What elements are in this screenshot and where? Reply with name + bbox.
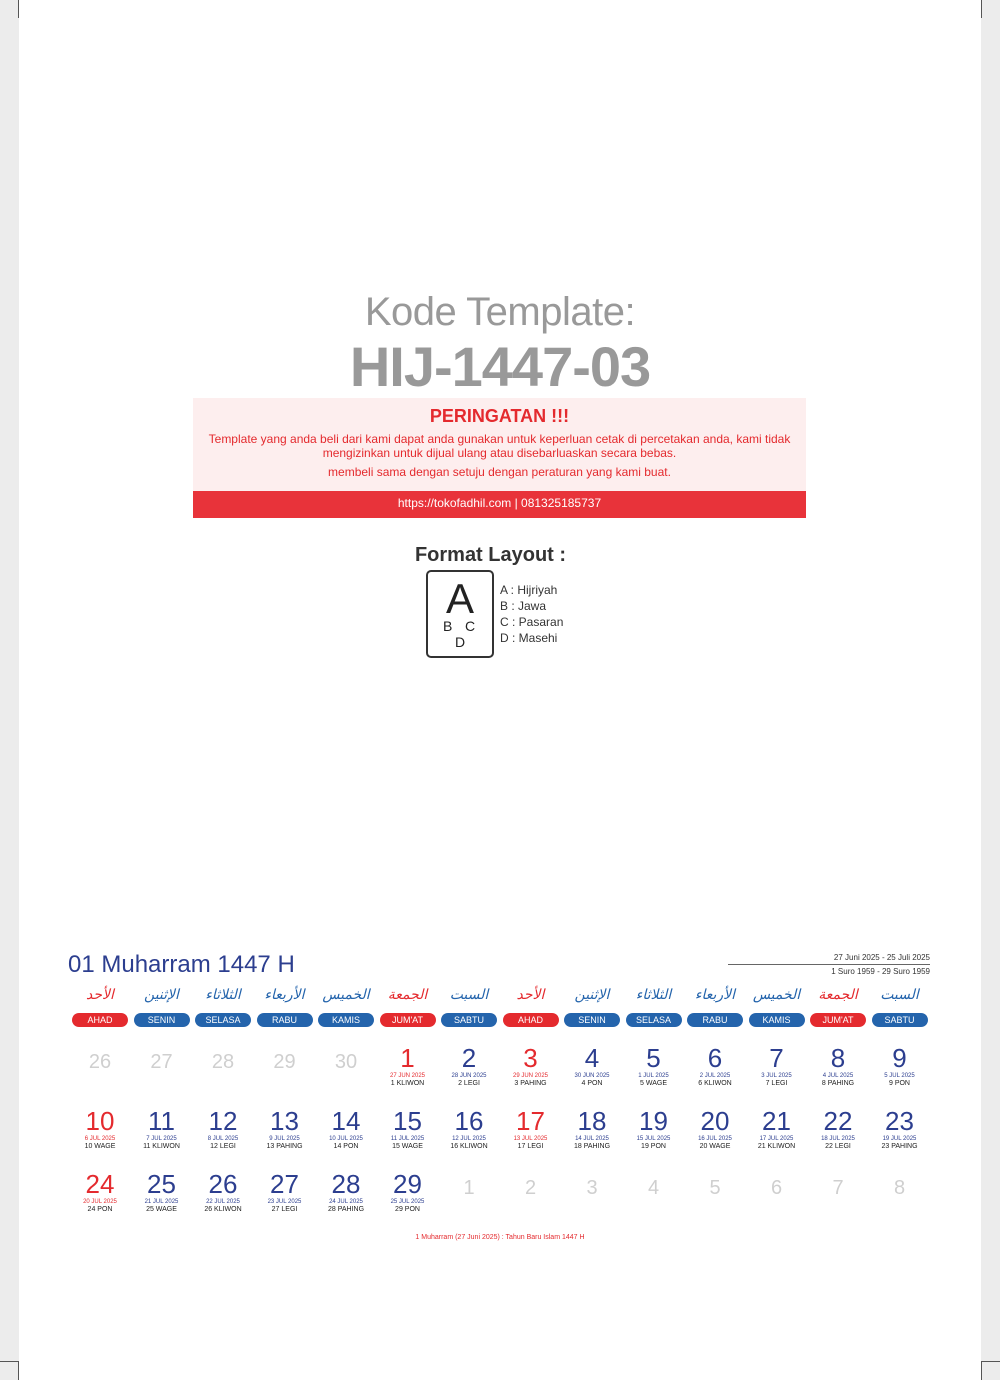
hijri-day-number: 11 — [148, 1106, 175, 1136]
hijri-day-number: 10 — [85, 1106, 115, 1136]
javanese-pasaran: 13 PAHING — [266, 1143, 303, 1150]
gregorian-date: 4 JUL 2025 — [822, 1073, 854, 1079]
arabic-day-name: الخميس — [752, 987, 801, 1003]
calendar-footnote: 1 Muharram (27 Juni 2025) : Tahun Baru Islam 1447 H — [415, 1234, 585, 1241]
template-label: Kode Template: — [364, 290, 636, 334]
hijri-day-number: 8 — [893, 1177, 906, 1199]
javanese-pasaran: 3 PAHING — [514, 1080, 547, 1087]
hijri-day-number: 17 — [516, 1106, 545, 1136]
calendar-day-cell — [438, 1044, 500, 1088]
javanese-pasaran: 6 KLIWON — [698, 1080, 732, 1087]
calendar-day-cell — [315, 1107, 377, 1151]
calendar-day-cell — [131, 1107, 193, 1151]
gregorian-range: 27 Juni 2025 - 25 Juli 2025 — [833, 953, 930, 962]
crop-mark-top-right — [981, 0, 1000, 18]
legend-item: B : Jawa — [500, 599, 547, 613]
calendar-day-cell — [869, 1107, 931, 1151]
warning-title: PERINGATAN !!! — [429, 406, 570, 426]
day-header-pill: SENIN — [564, 1013, 620, 1027]
gregorian-date: 10 JUL 2025 — [329, 1136, 363, 1142]
javanese-pasaran: 18 PAHING — [573, 1143, 611, 1150]
calendar-day-cell — [684, 1044, 746, 1088]
day-header-pill: SELASA — [626, 1013, 682, 1027]
gregorian-date: 14 JUL 2025 — [575, 1136, 609, 1142]
arabic-day-name: السبت — [880, 987, 919, 1003]
arabic-day-name: الإثنين — [574, 987, 610, 1003]
arabic-day-name: الأربعاء — [264, 987, 305, 1003]
javanese-pasaran: 2 LEGI — [458, 1080, 480, 1087]
hijri-day-number: 19 — [639, 1106, 668, 1136]
calendar-day-cell — [807, 1174, 869, 1202]
gregorian-date: 7 JUL 2025 — [146, 1136, 177, 1142]
hijri-day-number: 13 — [270, 1106, 299, 1136]
javanese-pasaran: 1 KLIWON — [390, 1080, 425, 1087]
gregorian-date: 17 JUL 2025 — [759, 1136, 794, 1142]
javanese-pasaran: 15 WAGE — [392, 1143, 423, 1150]
gregorian-date: 12 JUL 2025 — [452, 1136, 486, 1142]
day-header-pill: KAMIS — [318, 1013, 374, 1027]
crop-mark-bottom-left — [0, 1361, 19, 1380]
legend-item: C : Pasaran — [500, 615, 564, 629]
day-header-pill: AHAD — [503, 1013, 559, 1027]
gregorian-date: 8 JUL 2025 — [207, 1136, 239, 1142]
javanese-pasaran: 25 WAGE — [146, 1206, 177, 1213]
hijri-day-number: 30 — [334, 1051, 358, 1073]
javanese-pasaran: 22 LEGI — [825, 1143, 851, 1150]
javanese-pasaran: 5 WAGE — [640, 1080, 667, 1087]
calendar-day-cell — [807, 1044, 869, 1088]
javanese-pasaran: 27 LEGI — [271, 1206, 298, 1213]
calendar-day-cell — [254, 1170, 316, 1214]
arabic-day-name: الإثنين — [144, 987, 179, 1003]
day-header-pill: RABU — [687, 1013, 743, 1027]
warning-box — [193, 398, 806, 518]
gregorian-date: 29 JUN 2025 — [512, 1073, 549, 1079]
gregorian-date: 21 JUL 2025 — [144, 1199, 179, 1205]
day-header-pill: JUM'AT — [810, 1013, 866, 1027]
hijri-day-number: 3 — [586, 1177, 598, 1199]
hijri-day-number: 26 — [88, 1051, 112, 1073]
warning-text-agreement: membeli sama dengan setuju dengan peraturan yang kami buat. — [328, 465, 671, 479]
hijri-day-number: 7 — [769, 1043, 784, 1073]
template-code: HIJ-1447-03 — [349, 335, 651, 398]
gregorian-date: 11 JUL 2025 — [390, 1136, 425, 1142]
format-legend — [500, 582, 563, 646]
contact-bar: https://tokofadhil.com | 081325185737 — [193, 491, 806, 518]
hijri-day-number: 4 — [647, 1177, 660, 1199]
calendar-day-cell — [807, 1107, 869, 1151]
hijri-day-number: 1 — [400, 1043, 415, 1073]
javanese-pasaran: 19 PON — [641, 1143, 666, 1150]
calendar-day-cell — [192, 1170, 254, 1214]
calendar-day-cell — [377, 1170, 439, 1214]
javanese-pasaran: 29 PON — [395, 1206, 420, 1213]
calendar-month-title: 01 Muharram 1447 H — [68, 951, 295, 978]
calendar-day-cell — [192, 1048, 254, 1076]
gregorian-date: 5 JUL 2025 — [884, 1073, 915, 1079]
hijri-day-number: 15 — [393, 1106, 422, 1136]
day-header-pill: RABU — [257, 1013, 313, 1027]
calendar-day-cell — [561, 1044, 623, 1088]
calendar-day-cell — [438, 1174, 500, 1202]
gregorian-date: 30 JUN 2025 — [574, 1073, 610, 1079]
javanese-pasaran: 16 KLIWON — [450, 1143, 488, 1150]
gregorian-date: 16 JUL 2025 — [698, 1136, 732, 1142]
hijri-day-number: 4 — [584, 1043, 600, 1073]
day-header-pill: SENIN — [134, 1013, 190, 1027]
crop-mark-bottom-right — [981, 1361, 1000, 1380]
hijri-day-number: 12 — [208, 1106, 238, 1136]
day-header-pill: JUM'AT — [380, 1013, 436, 1027]
hijri-day-number: 24 — [85, 1169, 115, 1199]
gregorian-date: 13 JUL 2025 — [513, 1136, 548, 1142]
calendar-day-cell — [500, 1174, 562, 1202]
hijri-day-number: 29 — [393, 1169, 422, 1199]
day-header-pill: AHAD — [72, 1013, 128, 1027]
calendar-day-cell — [69, 1048, 131, 1076]
hijri-day-number: 28 — [331, 1169, 361, 1199]
javanese-pasaran: 10 WAGE — [84, 1143, 116, 1150]
arabic-day-name: الأربعاء — [694, 987, 736, 1003]
calendar-day-cell — [377, 1044, 439, 1088]
arabic-day-name: الثلاثاء — [205, 987, 241, 1003]
calendar-day-cell — [377, 1107, 439, 1151]
javanese-pasaran: 28 PAHING — [327, 1206, 365, 1213]
calendar-day-cell — [746, 1044, 808, 1088]
hijri-day-number: 6 — [770, 1177, 783, 1199]
warning-text: Template yang anda beli dari kami dapat anda gunakan untuk keperluan cetak di percetakan anda, kami tidak mengizinkan untuk dijual ulang atau disebarluaskan secara bebas. — [208, 432, 791, 460]
gregorian-date: 20 JUL 2025 — [83, 1199, 117, 1205]
calendar-day-cell — [131, 1048, 193, 1076]
javanese-pasaran: 17 LEGI — [517, 1143, 544, 1150]
calendar-day-cell — [623, 1044, 685, 1088]
calendar-day-cell — [131, 1170, 193, 1214]
hijri-day-number: 25 — [147, 1169, 176, 1199]
hijri-day-number: 16 — [454, 1106, 484, 1136]
gregorian-date: 6 JUL 2025 — [84, 1136, 116, 1142]
hijri-day-number: 27 — [270, 1169, 299, 1199]
calendar-day-cell — [500, 1044, 562, 1088]
hijri-day-number: 14 — [331, 1106, 361, 1136]
gregorian-date: 28 JUN 2025 — [451, 1073, 487, 1079]
arabic-day-name: الأحد — [516, 987, 545, 1003]
javanese-pasaran: 11 KLIWON — [143, 1143, 180, 1150]
gregorian-date: 25 JUL 2025 — [390, 1199, 425, 1205]
format-layout-title: Format Layout : — [414, 544, 567, 566]
calendar-day-cell — [623, 1174, 685, 1202]
calendar-day-cell — [438, 1107, 500, 1151]
javanese-pasaran: 7 LEGI — [765, 1080, 788, 1087]
javanese-pasaran: 4 PON — [581, 1080, 603, 1087]
calendar-day-cell — [254, 1107, 316, 1151]
hijri-day-number: 20 — [700, 1106, 730, 1136]
gregorian-date: 18 JUL 2025 — [821, 1136, 855, 1142]
javanese-pasaran: 24 PON — [87, 1206, 113, 1213]
arabic-day-name: الثلاثاء — [635, 987, 672, 1003]
hijri-day-number: 5 — [709, 1177, 721, 1199]
hijri-day-number: 3 — [523, 1043, 538, 1073]
hijri-day-number: 6 — [707, 1043, 723, 1073]
hijri-day-number: 5 — [646, 1043, 661, 1073]
arabic-day-name: الجمعة — [818, 987, 858, 1003]
gregorian-date: 2 JUL 2025 — [699, 1073, 731, 1079]
calendar-day-cell — [684, 1174, 746, 1202]
gregorian-date: 3 JUL 2025 — [761, 1073, 792, 1079]
format-box-a: A — [445, 575, 474, 622]
gregorian-date: 27 JUN 2025 — [389, 1073, 426, 1079]
calendar-day-cell — [315, 1170, 377, 1214]
calendar-day-cell — [684, 1107, 746, 1151]
calendar-day-cell — [254, 1048, 316, 1076]
hijri-day-number: 2 — [524, 1177, 537, 1199]
javanese-range: 1 Suro 1959 - 29 Suro 1959 — [831, 967, 930, 976]
hijri-day-number: 26 — [208, 1169, 238, 1199]
hijri-day-number: 2 — [461, 1043, 477, 1073]
gregorian-date: 22 JUL 2025 — [206, 1199, 240, 1205]
hijri-day-number: 8 — [830, 1043, 846, 1073]
hijri-day-number: 27 — [150, 1051, 173, 1073]
hijri-day-number: 1 — [463, 1177, 475, 1199]
format-layout-diagram — [426, 570, 494, 658]
calendar-day-cell — [561, 1174, 623, 1202]
gregorian-date: 19 JUL 2025 — [882, 1136, 917, 1142]
format-box-d: D — [454, 634, 466, 650]
crop-mark-top-left — [0, 0, 19, 18]
arabic-day-name: السبت — [449, 987, 489, 1003]
gregorian-date: 15 JUL 2025 — [636, 1136, 671, 1142]
calendar-day-cell — [192, 1107, 254, 1151]
day-header-pill: SABTU — [441, 1013, 497, 1027]
calendar-day-cell — [315, 1048, 377, 1076]
calendar-day-cell — [746, 1107, 808, 1151]
day-header-pill: SABTU — [872, 1013, 928, 1027]
arabic-day-name: الجمعة — [387, 987, 428, 1003]
calendar-day-cell — [746, 1174, 808, 1202]
javanese-pasaran: 12 LEGI — [210, 1143, 236, 1150]
javanese-pasaran: 20 WAGE — [699, 1143, 731, 1150]
day-header-pill: SELASA — [195, 1013, 251, 1027]
javanese-pasaran: 9 PON — [888, 1080, 910, 1087]
hijri-day-number: 22 — [823, 1106, 853, 1136]
javanese-pasaran: 26 KLIWON — [204, 1206, 242, 1213]
javanese-pasaran: 23 PAHING — [881, 1143, 918, 1150]
hijri-day-number: 7 — [832, 1177, 844, 1199]
range-divider — [728, 964, 930, 965]
calendar-day-cell — [869, 1044, 931, 1088]
arabic-day-name: الأحد — [86, 987, 114, 1003]
legend-item: D : Masehi — [500, 631, 558, 645]
hijri-day-number: 28 — [211, 1051, 235, 1073]
calendar-day-cell — [869, 1174, 931, 1202]
gregorian-date: 1 JUL 2025 — [638, 1073, 669, 1079]
calendar-day-cell — [69, 1170, 131, 1214]
day-header-pill: KAMIS — [749, 1013, 805, 1027]
hijri-day-number: 21 — [762, 1106, 791, 1136]
hijri-day-number: 9 — [892, 1043, 907, 1073]
javanese-pasaran: 14 PON — [333, 1143, 359, 1150]
hijri-day-number: 18 — [577, 1106, 607, 1136]
hijri-day-number: 23 — [885, 1106, 914, 1136]
gregorian-date: 23 JUL 2025 — [267, 1199, 302, 1205]
javanese-pasaran: 8 PAHING — [821, 1080, 855, 1087]
format-box-b: B — [443, 618, 453, 634]
calendar-day-cell — [500, 1107, 562, 1151]
gregorian-date: 9 JUL 2025 — [269, 1136, 300, 1142]
calendar-day-cell — [623, 1107, 685, 1151]
gregorian-date: 24 JUL 2025 — [329, 1199, 363, 1205]
arabic-day-name: الخميس — [322, 987, 370, 1003]
format-box-c: C — [465, 618, 476, 634]
calendar-day-cell — [561, 1107, 623, 1151]
legend-item: A : Hijriyah — [500, 583, 558, 597]
javanese-pasaran: 21 KLIWON — [757, 1143, 796, 1150]
calendar-day-cell — [69, 1107, 131, 1151]
hijri-day-number: 29 — [273, 1051, 296, 1073]
